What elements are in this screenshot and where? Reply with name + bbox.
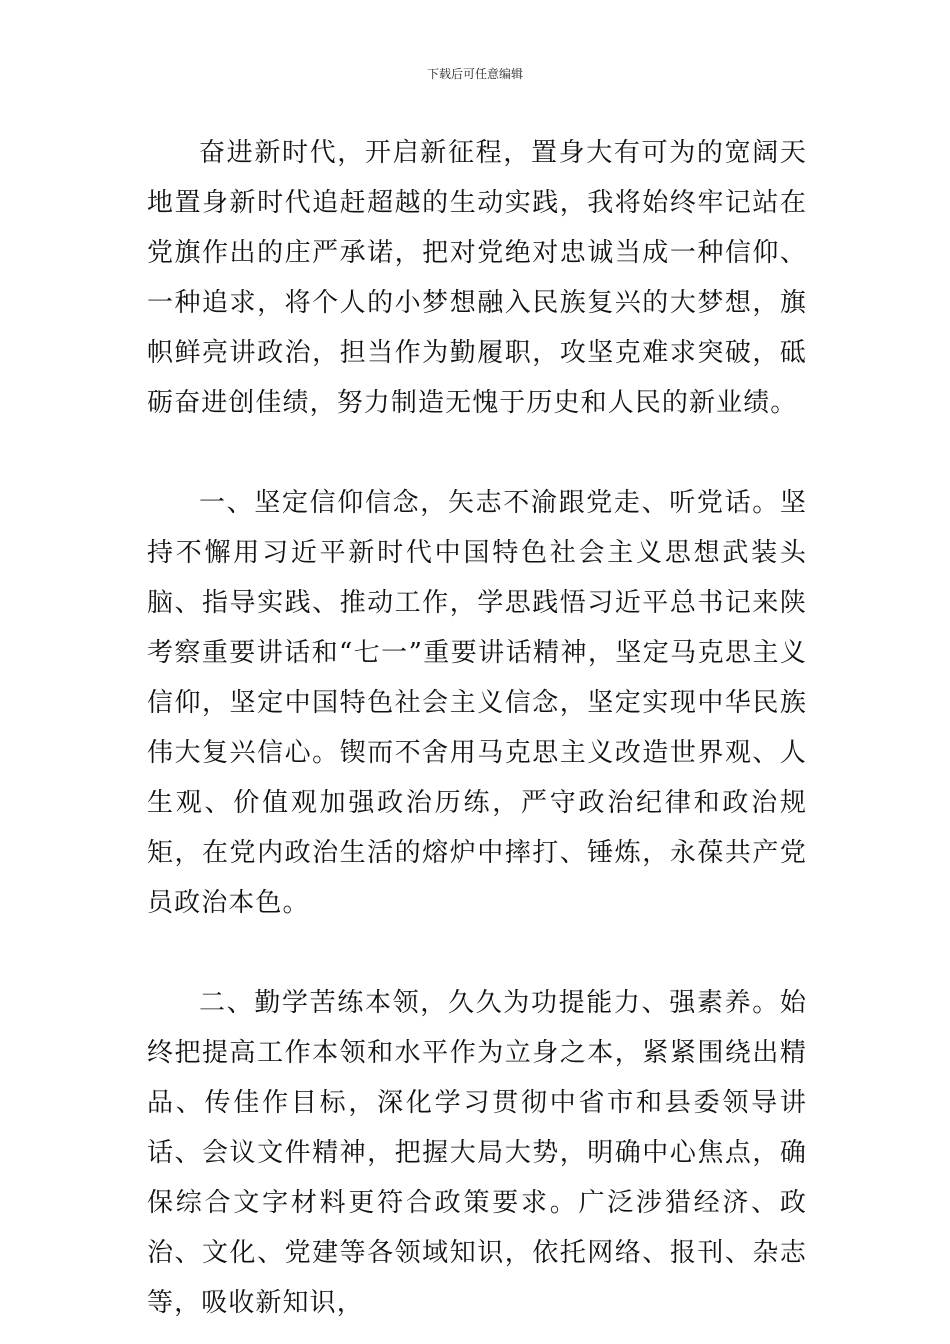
document-body [147, 128, 807, 1328]
page-header: 下载后可任意编辑 [426, 67, 523, 81]
paragraph-section-one: 一、坚定信仰信念，矢志不渝跟党走、听党话。坚持不懈用习近平新时代中国特色社会主义思想武装头脑、指导实践、推动工作，学思践悟习近平总书记来陕考察重要讲话和“七一”重要讲话精神，坚定马克思主义信仰，坚定中国特色社会主义信念，坚定实现中华民族伟大复兴信心。锲而不舍用马克思主义改造世界观、人生观、价值观加强政治历练，严守政治纪律和政治规矩，在党内政治生活的熔炉中摔打、锤炼，永葆共产党员政治本色。 [147, 488, 807, 918]
paragraph-section-two: 二、勤学苦练本领，久久为功提能力、强素养。始终把提高工作本领和水平作为立身之本，紧紧围绕出精品、传佳作目标，深化学习贯彻中省市和县委领导讲话、会议文件精神，把握大局大势，明确中心焦点，确保综合文字材料更符合政策要求。广泛涉猎经济、政治、文化、党建等各领域知识，依托网络、报刊、杂志等，吸收新知识， [147, 988, 807, 1318]
paragraph-intro: 奋进新时代，开启新征程，置身大有可为的宽阔天地置身新时代追赶超越的生动实践，我将始终牢记站在党旗作出的庄严承诺，把对党绝对忠诚当成一种信仰、一种追求，将个人的小梦想融入民族复兴的大梦想，旗帜鲜亮讲政治，担当作为勤履职，攻坚克难求突破，砥砺奋进创佳绩，努力制造无愧于历史和人民的新业绩。 [147, 138, 807, 418]
